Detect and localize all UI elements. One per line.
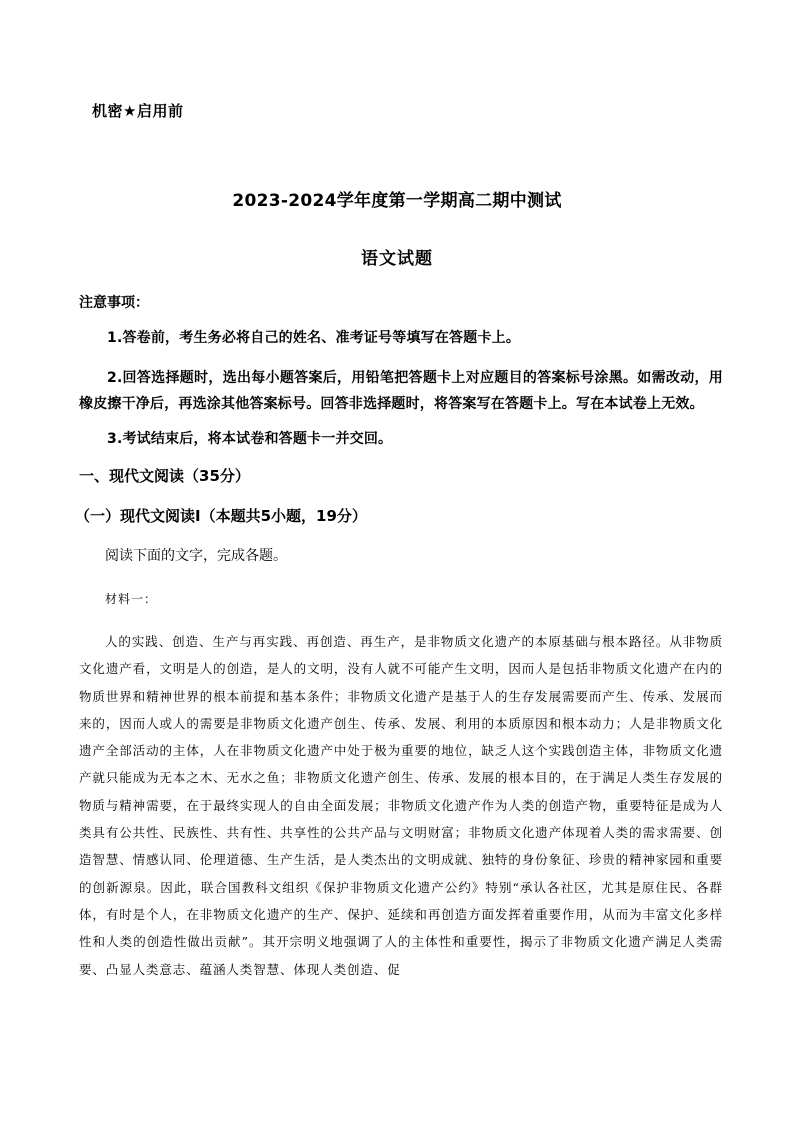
subsection-heading: （一）现代文阅读Ⅰ（本题共5小题，19分） — [75, 507, 367, 525]
confidential-mark: 机密★启用前 — [92, 102, 184, 120]
material-body-text: 人的实践、创造、生产与再实践、再创造、再生产，是非物质文化遗产的本原基础与根本路径。从非物质文化遗产看，文明是人的创造，是人的文明，没有人就不可能产生文明，因而人是包括非物质文化遗产在内的物质世界和精神世界的根本前提和基本条件；非物质文化遗产是基于人的生存发展需要而产生、传承、发展而来的，因而人或人的需要是非物质文化遗产创生、传承、发展、利用的本质原因和根本动力；人是非物质文化遗产全部活动的主体，人在非物质文化遗产中处于极为重要的地位，缺乏人这个实践创造主体，非物质文化遗产就只能成为无本之木、无水之鱼；非物质文化遗产创生、传承、发展的根本目的，在于满足人类生存发展的物质与精神需要，在于最终实现人的自由全面发展；非物质文化遗产作为人类的创造产物，重要特征是成为人类具有公共性、民族性、共有性、共享性的公共产品与文明财富；非物质文化遗产体现着人类的需求需要、创造智慧、情感认同、伦理道德、生产生活，是人类杰出的文明成就、独特的身份象征、珍贵的精神家园和重要的创新源泉。因此，联合国教科文组织《保护非物质文化遗产公约》特别“承认各社区，尤其是原住民、各群体，有时是个人，在非物质文化遗产的生产、保护、延续和再创造方面发挥着重要作用，从而为丰富文化多样性和人类的创造性做出贡献”。其开宗明义地强调了人的主体性和重要性，揭示了非物质文化遗产满足人类需要、凸显人类意志、蕴涵人类智慧、体现人类创造、促 — [79, 634, 723, 977]
exam-title: 2023-2024学年度第一学期高二期中测试 — [232, 191, 562, 211]
reading-instruction: 阅读下面的文字，完成各题。 — [105, 548, 287, 564]
section-heading: 一、现代文阅读（35分） — [79, 467, 250, 485]
notice-heading: 注意事项： — [79, 295, 149, 311]
exam-subject-title: 语文试题 — [361, 249, 433, 269]
notice-item-1: 1.答卷前，考生务必将自己的姓名、准考证号等填写在答题卡上。 — [107, 330, 521, 346]
notice-item-2: 2.回答选择题时，选出每小题答案后，用铅笔把答题卡上对应题目的答案标号涂黑。如需改动，用橡皮擦干净后，再选涂其他答案标号。回答非选择题时，将答案写在答题卡上。写在本试卷上无效。 — [79, 370, 723, 412]
material-label: 材料一： — [105, 592, 158, 606]
notice-item-3: 3.考试结束后，将本试卷和答题卡一并交回。 — [107, 431, 393, 447]
